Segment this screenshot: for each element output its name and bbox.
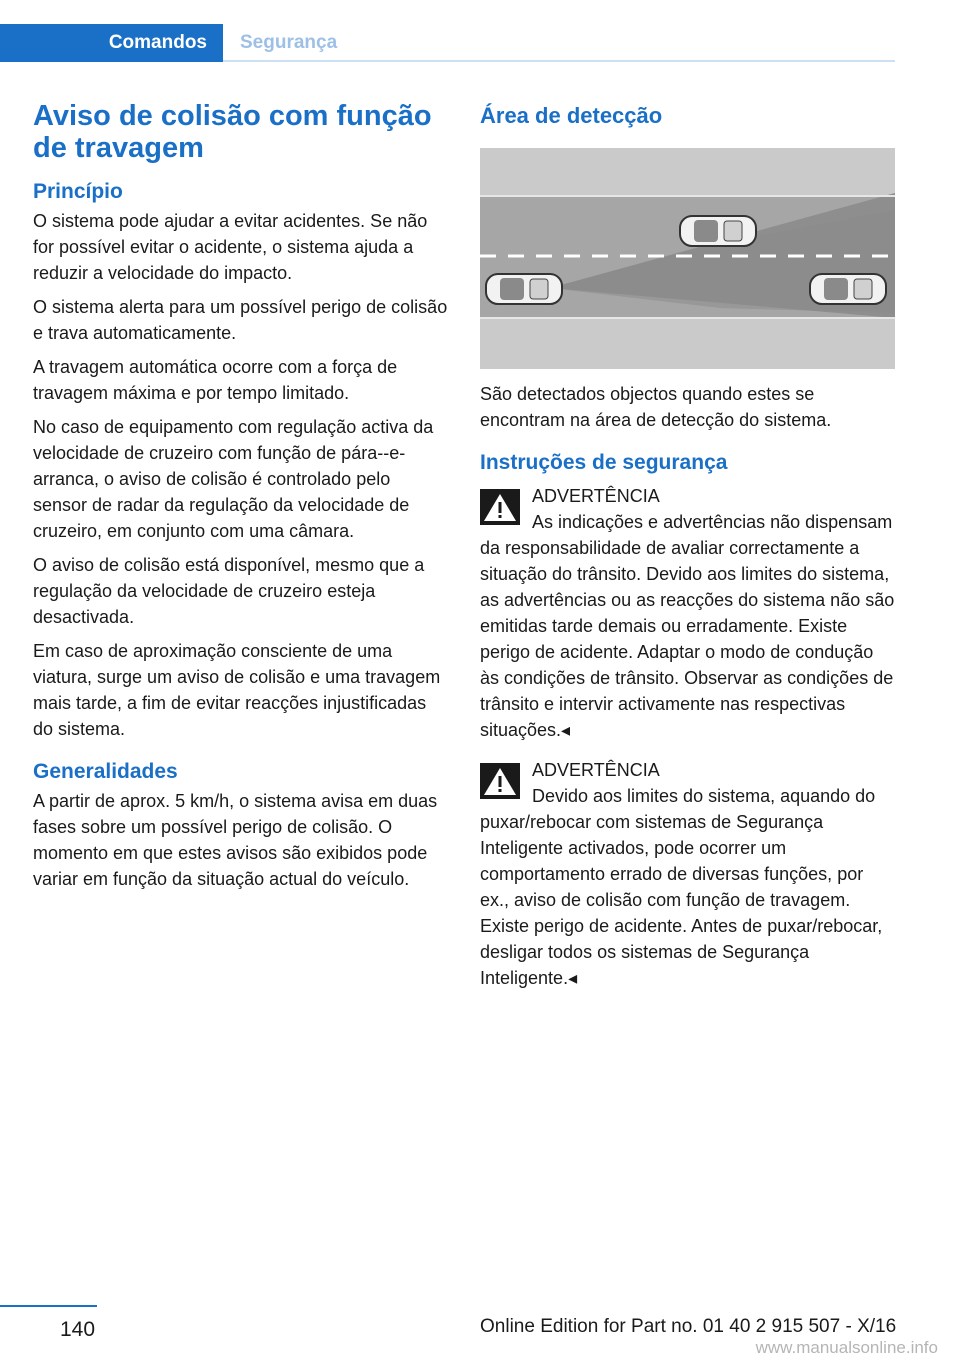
section-title-area-deteccao: Área de detecção bbox=[480, 103, 663, 128]
right-column bbox=[480, 100, 895, 1005]
warning-triangle-icon bbox=[480, 763, 520, 799]
section-heading-instrucoes-seguranca: Instruções de segurança bbox=[480, 451, 728, 474]
warning-title: ADVERTÊNCIA bbox=[532, 760, 660, 780]
detection-area-figure bbox=[480, 148, 895, 369]
paragraph: No caso de equipamento com regulação activa da velocidade de cruzeiro com função de pára--e-arranca, o aviso de colisão é controlado pelo sensor de radar da regulação da velocidade de cruzeiro, em conjunto com uma câmara. bbox=[33, 417, 434, 541]
tab-seguranca[interactable]: Segurança bbox=[240, 32, 338, 53]
warning-block bbox=[480, 757, 895, 783]
warning-title: ADVERTÊNCIA bbox=[532, 486, 660, 506]
car-icon bbox=[810, 274, 886, 304]
warning-text: Devido aos limites do sistema, aquando do puxar/rebocar com sistemas de Segurança Inteligente activados, pode ocorrer um comportamento errado de diversas funções, por ex., aviso de colisão com função de travagem. Existe perigo de acidente. Antes de puxar/rebocar, desligar todos os sistemas de Segurança Inteligente.◂ bbox=[480, 786, 883, 988]
paragraph: O sistema pode ajudar a evitar acidentes. Se não for possível evitar o acidente, o sistema ajuda a reduzir a velocidade do impacto. bbox=[33, 211, 428, 283]
paragraph: Em caso de aproximação consciente de uma viatura, surge um aviso de colisão e uma travagem mais tarde, a fim de evitar reacções injustificadas do sistema. bbox=[33, 641, 441, 739]
edition-footer: Online Edition for Part no. 01 40 2 915 507 - X/16 bbox=[480, 1316, 897, 1337]
warning-text: As indicações e advertências não dispensam da responsabilidade de avaliar correctamente a situação do trânsito. Devido aos limites do sistema, as advertências ou as reacções do sistema não são emitidas tarde demais ou erradamente. Existe perigo de acidente. Adaptar o modo de condução às condições de trânsito. Observar as condições de trânsito e intervir activamente nas respectivas situações.◂ bbox=[480, 512, 895, 740]
car-icon bbox=[680, 216, 756, 246]
paragraph: O aviso de colisão está disponível, mesmo que a regulação da velocidade de cruzeiro esteja desactivada. bbox=[33, 555, 425, 627]
page-number: 140 bbox=[60, 1318, 96, 1341]
warning-triangle-icon bbox=[480, 489, 520, 525]
header-rule bbox=[223, 60, 895, 62]
warning-block bbox=[480, 483, 895, 509]
left-column bbox=[33, 100, 448, 900]
page-number-rule bbox=[0, 1305, 97, 1307]
tab-comandos[interactable]: Comandos bbox=[0, 24, 223, 62]
paragraph: A travagem automática ocorre com a força de travagem máxima e por tempo limitado. bbox=[33, 357, 398, 403]
watermark: www.manualsonline.info bbox=[755, 1338, 938, 1357]
section-heading-generalidades: Generalidades bbox=[33, 760, 178, 783]
paragraph: O sistema alerta para um possível perigo de colisão e trava automaticamente. bbox=[33, 297, 448, 343]
paragraph: A partir de aprox. 5 km/h, o sistema avisa em duas fases sobre um possível perigo de colisão. O momento em que estes avisos são exibidos pode variar em função da situação actual do veículo. bbox=[33, 791, 438, 889]
header-tabbar bbox=[0, 24, 895, 62]
figure-caption: São detectados objectos quando estes se encontram na área de detecção do sistema. bbox=[480, 384, 832, 430]
car-icon bbox=[486, 274, 562, 304]
page-title: Aviso de colisão com função de travagem bbox=[33, 100, 432, 164]
detection-area-illustration bbox=[480, 148, 895, 369]
section-heading-principio: Princípio bbox=[33, 180, 123, 203]
